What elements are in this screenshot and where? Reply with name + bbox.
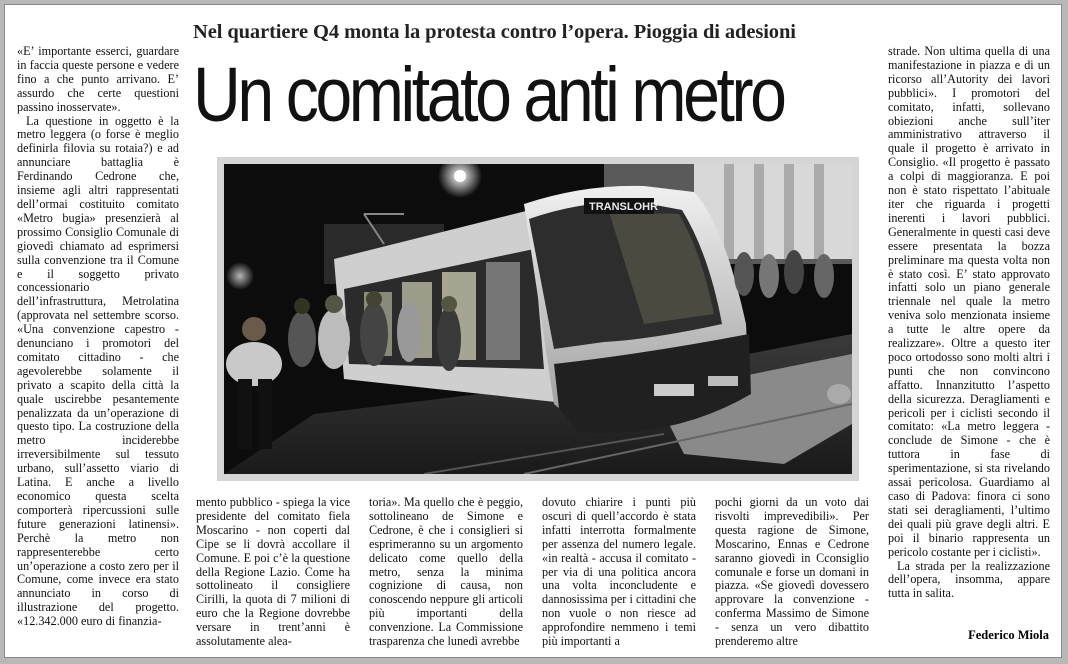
paragraph: La strada per la realizzazione dell’opera, insomma, appare tutta in salita. bbox=[888, 558, 1050, 601]
paragraph: «E’ importante esserci, guardare in faccia queste persone e vedere fino a che punto arrivano. E’ assurdo che certe questioni passino inosservate». bbox=[17, 44, 179, 114]
headline: Un comitato anti metro bbox=[193, 52, 784, 138]
author-signature: Federico Miola bbox=[968, 628, 1049, 642]
article-column-3 bbox=[369, 496, 523, 649]
paragraph: La questione in oggetto è la metro leggera (o forse è meglio definirla filovia su rotaia?) e ad annunciare battaglia è Ferdinando Cedrone che, insieme agli altri rappresentati dell’ormai costituito comitato «Metro bugia» presenzierà al prossimo Consiglio Comunale di giovedì chiamato ad esprimersi sulla convenzione tra il Comune e il soggetto privato concessionario dell’infrastruttura, Metrolatina (approvata nel settembre scorso. «Una convenzione capestro - denunciano i promotori del comitato cittadino - che agevolerebbe solamente il privato a scapito della città la quale uscirebbe pesantemente penalizzata da un’operazione di questo tipo. La costruzione della metro inciderebbe irreversibilmente sul tessuto urbano, sull’assetto viario di Latina. E anche a livello economico questa scelta comporterà ripercussioni sulle future generazioni latinensi». Perchè la metro non rappresenterebbe certo un’operazione a costo zero per il Comune, come invece era stato annunciato in corso di illustrazione del progetto. «12.342.000 euro di finanzia- bbox=[17, 113, 179, 629]
paragraph: dovuto chiarire i punti più oscuri di quell’accordo è stata infatti interrotta formalmente per assenza del numero legale. «in realtà - accusa il comitato - per via di una politica ancora una volta inconcludente e dannosissima per i cittadini che non vuole o non riesce ad approfondire nemmeno i temi più importanti a bbox=[542, 495, 696, 649]
article-column-2 bbox=[196, 496, 350, 649]
article-column-6 bbox=[888, 45, 1050, 601]
paragraph: mento pubblico - spiega la vice presidente del comitato fiela Moscarino - non coperti dal Cipe se li dovrà accollare il Comune. E poi c’è la questione della Regione Lazio. Come ha sottolineato il consigliere Cirilli, la quota di 7 milioni di euro che la Regione dovrebbe versare in trent’anni è assolutamente alea- bbox=[196, 495, 350, 649]
newspaper-page bbox=[4, 4, 1062, 658]
article-column-1 bbox=[17, 45, 179, 629]
photo-frame bbox=[217, 157, 859, 481]
article-column-5 bbox=[715, 496, 869, 649]
tram-photo bbox=[224, 164, 852, 474]
kicker: Nel quartiere Q4 monta la protesta contro l’opera. Pioggia di adesioni bbox=[193, 21, 796, 43]
paragraph: strade. Non ultima quella di una manifestazione in piazza e di un ricorso all’Autority dei lavori pubblici». I promotori del comitato, infatti, sollevano obiezioni anche sull’iter amministrativo attraverso il quale il progetto è arrivato in Consiglio. «Il progetto è passato a colpi di maggioranza. E poi non è stato rispettato l’abituale iter che riguarda i progetti inerenti i lavori pubblici. Generalmente in questi casi deve essere presentata la bozza preliminare ma questa volta non è stato così. E’ stato approvato infatti solo un piano generale triennale nel quale la metro veniva solo menzionata insieme a tutte le altre opere da realizzare». Oltre a questo iter poco ortodosso sono molti altri i punti che non convincono affatto. Innanzitutto l’aspetto della sicurezza. Deragliamenti e pericoli per i ciclisti secondo il comitato: «La metro leggera - conclude de Simone - che è tuttora in fase di sperimentazione, si sta rivelando assai pericolosa. Guardiamo al caso di Padova: finora ci sono stati sei deragliamenti, l’ultimo dei quali più grave degli altri. E poi il binario rappresenta un pericolo costante per i ciclisti». bbox=[888, 44, 1050, 559]
tram-destination-sign: TRANSLOHR bbox=[589, 201, 659, 213]
article-column-4 bbox=[542, 496, 696, 649]
paragraph: pochi giorni da un voto dai risvolti imprevedibili». Per questa ragione de Simone, Moscarino, Ennas e Cedrone saranno giovedì in Cconsiglio comunale e forse un domani in piazza. «Se giovedì dovessero approvare la convenzione - conferma Massimo de Simone - senza un vero dibattito prenderemo altre bbox=[715, 495, 869, 649]
paragraph: toria». Ma quello che è peggio, sottolineano de Simone e Cedrone, è che i consiglieri si esprimeranno su un argomento delicato come quello della metro, senza la minima cognizione di causa, non conoscendo neppure gli articoli più importanti della convenzione. La Commissione trasparenza che lunedì avrebbe bbox=[369, 495, 523, 649]
